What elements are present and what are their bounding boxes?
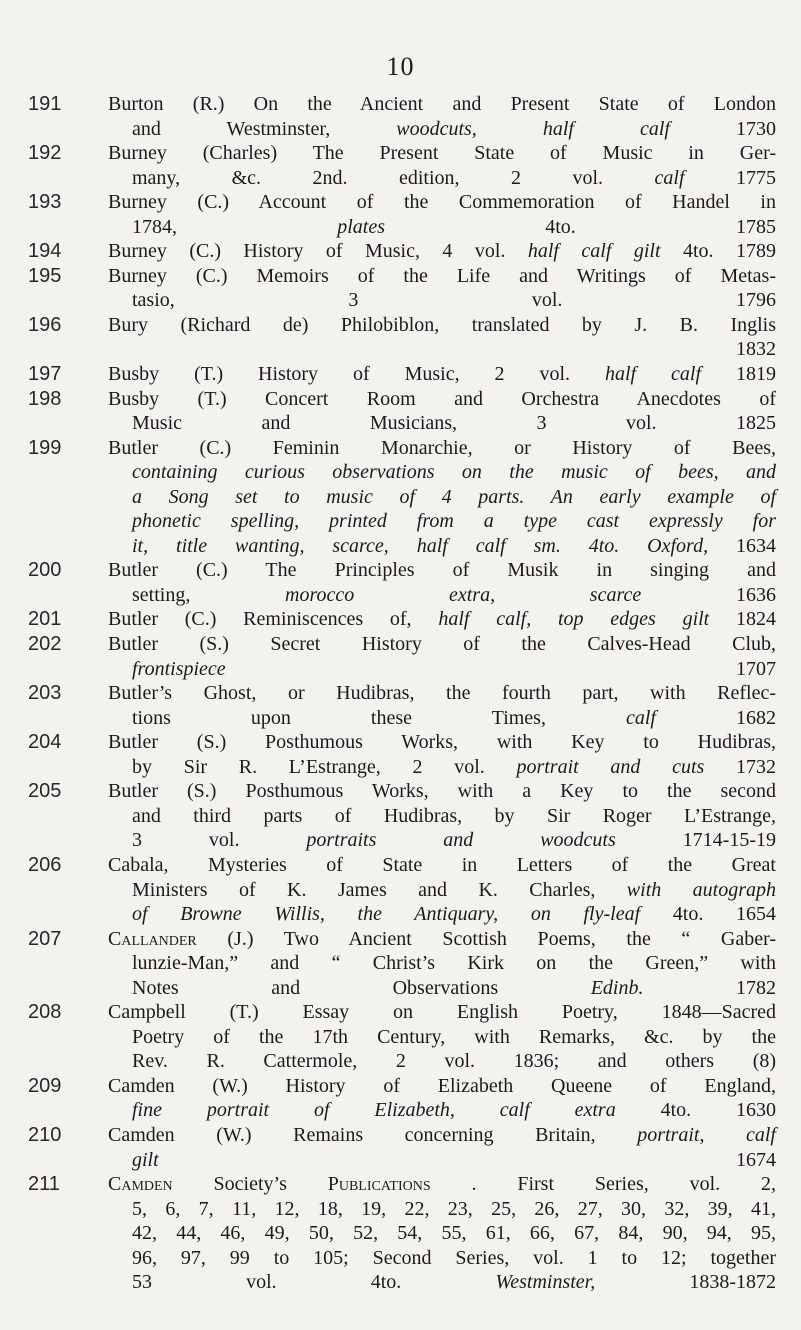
entry-line (108, 607, 776, 632)
catalogue-entry (28, 141, 776, 190)
entry-text: setting, (132, 583, 286, 606)
entry-text: by Sir R. L’Estrange, 2 vol. (132, 755, 517, 778)
entry-text: 1732 (736, 755, 777, 778)
catalogue-entry (28, 1074, 776, 1123)
entry-line (108, 853, 776, 878)
entry-line (108, 1197, 776, 1222)
catalogue-entry (28, 730, 776, 779)
entry-line (108, 976, 776, 1001)
catalogue-entry (28, 436, 776, 559)
entry-text: 1707 (736, 657, 776, 680)
entry-line (108, 1049, 776, 1074)
entry-text: Butler (S.) Posthumous Works, with Key to Hudibras, (108, 731, 776, 754)
entry-line (108, 779, 776, 804)
entry-text: 1714-15-19 (682, 829, 776, 852)
entry-line (108, 141, 776, 166)
entry-line (108, 927, 776, 952)
entry-line (108, 1270, 776, 1295)
italic-text: portraits and woodcuts (306, 829, 616, 852)
entry-text: Burney (Charles) The Present State of Music in Ger- (108, 142, 776, 165)
entry-line (108, 1123, 776, 1148)
lot-number: 203 (28, 682, 62, 705)
catalogue-entry (28, 1000, 776, 1074)
catalogue-entry (28, 853, 776, 927)
italic-text: half calf gilt (527, 240, 661, 263)
lot-number: 209 (28, 1074, 62, 1097)
lot-number: 204 (28, 731, 62, 754)
entry-line (108, 1025, 776, 1050)
entry-line (108, 411, 776, 436)
entry-line (108, 1246, 776, 1271)
entry-line (108, 92, 776, 117)
entry-text: Callander (108, 927, 197, 950)
lot-number: 206 (28, 853, 62, 876)
entry-text: and third parts of Hudibras, by Sir Roger L’Estrange, (132, 804, 776, 827)
entry-text: 1784, (132, 215, 338, 238)
italic-text: portrait and cuts (516, 755, 705, 778)
entry-text: (J.) Two Ancient Scottish Poems, the “ Gaber- (227, 927, 777, 950)
catalogue-entry (28, 92, 776, 141)
entry-line (108, 288, 776, 313)
entry-line (108, 337, 776, 362)
entry-line (108, 460, 776, 485)
entry-line (108, 951, 776, 976)
entry-text: 4to. (370, 1271, 402, 1294)
entry-text: 1838-1872 (689, 1271, 776, 1294)
catalogue-entry (28, 239, 776, 264)
entry-text: tasio, 3 vol. (132, 289, 563, 312)
entry-text: Ministers of K. James and K. Charles, (132, 878, 627, 901)
entry-line (108, 1221, 776, 1246)
italic-text: calf (625, 706, 656, 729)
italic-text: calf (654, 166, 685, 189)
lot-number: 202 (28, 633, 62, 656)
italic-text: half calf, top edges gilt (438, 608, 710, 631)
lot-number: 199 (28, 436, 62, 459)
lot-number: 193 (28, 191, 62, 214)
entry-text: Bury (Richard de) Philobiblon, translated by J. B. Inglis (108, 313, 776, 336)
entry-line (108, 1172, 776, 1197)
italic-text: it, title wanting, scarce, half calf sm. 4to. Oxford, (132, 534, 709, 557)
entry-line (108, 681, 776, 706)
catalogue-entry (28, 779, 776, 853)
entry-line (108, 239, 776, 264)
entry-text: Publications (327, 1173, 431, 1196)
lot-number: 195 (28, 264, 62, 287)
entry-text: Busby (T.) Concert Room and Orchestra Anecdotes of (108, 387, 776, 410)
entry-text: Camden (W.) History of Elizabeth Queene of England, (108, 1074, 776, 1097)
lot-number: 208 (28, 1001, 62, 1024)
entry-line (108, 804, 776, 829)
lot-number: 197 (28, 363, 62, 386)
lot-number: 205 (28, 780, 62, 803)
entry-text: Butler (S.) Posthumous Works, with a Key to the second (108, 780, 776, 803)
italic-text: half calf (605, 363, 702, 386)
entry-text: 42, 44, 46, 49, 50, 52, 54, 55, 61, 66, 67, 84, 90, 94, 95, (132, 1222, 776, 1245)
entry-text: 4to. 1630 (660, 1099, 776, 1122)
entry-text: Society’s (213, 1173, 328, 1196)
entry-line (108, 558, 776, 583)
entry-text: 4to. 1789 (683, 240, 777, 263)
catalogue-entry (28, 264, 776, 313)
lot-number: 201 (28, 608, 62, 631)
entry-text: Burney (C.) History of Music, 4 vol. (108, 240, 528, 263)
entry-line (108, 117, 776, 142)
entry-line (108, 436, 776, 461)
entry-line (108, 657, 776, 682)
entry-text: Notes and Observations (132, 976, 499, 999)
entry-text: Poetry of the 17th Century, with Remarks, &c. by the (132, 1025, 776, 1048)
entry-text: Butler (C.) Reminiscences of, (108, 608, 439, 631)
italic-text: a Song set to music of 4 parts. An early example of (132, 485, 776, 508)
entry-line (108, 583, 776, 608)
entry-line (108, 1074, 776, 1099)
entry-text: . First Series, vol. 2, (471, 1173, 776, 1196)
entry-text: 1796 (736, 289, 776, 312)
entry-text: 53 vol. (132, 1271, 277, 1294)
entry-text: Music and Musicians, 3 vol. (132, 412, 657, 435)
entry-text: 1819 (736, 363, 776, 386)
italic-text: fine portrait of Elizabeth, calf extra (132, 1099, 616, 1122)
italic-text: Edinb. (590, 976, 644, 999)
entry-line (108, 190, 776, 215)
italic-text: woodcuts, half calf (396, 117, 670, 140)
entry-text: 1636 (735, 583, 776, 606)
entry-line (108, 534, 776, 559)
catalogue-entry (28, 927, 776, 1001)
entry-line (108, 902, 776, 927)
lot-number: 210 (28, 1123, 62, 1146)
catalogue-entry (28, 607, 776, 632)
entry-text: 1674 (736, 1148, 776, 1171)
entry-text: 3 vol. (132, 829, 307, 852)
entry-text: 1634 (736, 534, 777, 557)
entry-text: 1730 (736, 117, 776, 140)
entry-line (108, 828, 776, 853)
entry-line (108, 313, 776, 338)
entry-line (108, 1148, 776, 1173)
entry-line (108, 215, 776, 240)
entry-text: (8) (752, 1050, 777, 1073)
entry-line (108, 755, 776, 780)
entry-line (108, 730, 776, 755)
entry-text: Butler (C.) The Principles of Musik in singing and (108, 559, 776, 582)
entry-text: 4to. 1785 (545, 215, 776, 238)
italic-text: with autograph (626, 878, 776, 901)
catalogue-entry (28, 681, 776, 730)
entry-text: Burney (C.) Account of the Commemoration of Handel in (108, 191, 776, 214)
entry-line (108, 264, 776, 289)
catalogue-entry (28, 1123, 776, 1172)
entry-line (108, 362, 776, 387)
entry-text: 1682 (736, 706, 776, 729)
entry-line (108, 509, 776, 534)
italic-text: Westminster, (495, 1271, 596, 1294)
entry-text: tions upon these Times, (132, 706, 626, 729)
entry-line (108, 878, 776, 903)
catalogue-entry (28, 387, 776, 436)
entry-line (108, 706, 776, 731)
entry-line (108, 166, 776, 191)
catalogue-entry (28, 1172, 776, 1295)
entry-text: Camden (W.) Remains concerning Britain, (108, 1123, 638, 1146)
entry-text: Campbell (T.) Essay on English Poetry, 1848—Sacred (108, 1001, 776, 1024)
italic-text: gilt (132, 1148, 159, 1171)
entry-text: 96, 97, 99 to 105; Second Series, vol. 1 to 12; together (132, 1246, 776, 1269)
entry-text: Camden (108, 1173, 173, 1196)
entry-text: Butler’s Ghost, or Hudibras, the fourth part, with Reflec- (108, 682, 776, 705)
entry-line (108, 632, 776, 657)
lot-number: 191 (28, 93, 62, 115)
italic-text: phonetic spelling, printed from a type cast expressly for (132, 510, 776, 533)
entry-text: many, &c. 2nd. edition, 2 vol. (132, 166, 655, 189)
entry-line (108, 485, 776, 510)
italic-text: containing curious observations on the music of bees, and (132, 461, 776, 484)
lot-number: 192 (28, 142, 62, 165)
lot-number: 211 (28, 1173, 60, 1196)
lot-number: 207 (28, 927, 62, 950)
catalogue-entry (28, 558, 776, 607)
entry-text: 4to. 1654 (672, 903, 776, 926)
lot-number: 196 (28, 313, 62, 336)
entry-text: Busby (T.) History of Music, 2 vol. (108, 363, 605, 386)
italic-text: frontispiece (132, 657, 226, 680)
entry-text: Cabala, Mysteries of State in Letters of the Great (108, 853, 776, 876)
entry-text: Rev. R. Cattermole, 2 vol. 1836; and others (132, 1050, 715, 1073)
catalogue-entry (28, 362, 776, 387)
entry-text: 1782 (736, 976, 777, 999)
entry-text: lunzie-Man,” and “ Christ’s Kirk on the Green,” with (132, 952, 776, 975)
page-number: 10 (386, 52, 415, 81)
entry-text: 1825 (736, 412, 776, 435)
entry-text: Burton (R.) On the Ancient and Present State of London (108, 93, 776, 115)
entry-text: 1775 (736, 166, 777, 189)
entry-text: 1832 (736, 338, 776, 361)
catalogue-entry (28, 190, 776, 239)
lot-number: 194 (28, 240, 62, 263)
catalogue-entry (28, 313, 776, 362)
catalogue-entries (28, 92, 776, 1295)
entry-line (108, 1098, 776, 1123)
italic-text: portrait, calf (637, 1123, 776, 1146)
entry-line (108, 387, 776, 412)
italic-text: morocco extra, scarce (285, 583, 642, 606)
lot-number: 200 (28, 559, 62, 582)
entry-line (108, 1000, 776, 1025)
italic-text: plates (337, 215, 385, 238)
italic-text: of Browne Willis, the Antiquary, on fly-leaf (132, 903, 641, 926)
entry-text: Butler (C.) Feminin Monarchie, or History of Bees, (108, 436, 776, 459)
entry-text: Burney (C.) Memoirs of the Life and Writings of Metas- (108, 264, 776, 287)
entry-text: Butler (S.) Secret History of the Calves-Head Club, (108, 633, 776, 656)
entry-text: 1824 (736, 608, 777, 631)
lot-number: 198 (28, 387, 62, 410)
entry-text: 5, 6, 7, 11, 12, 18, 19, 22, 23, 25, 26, 27, 30, 32, 39, 41, (132, 1197, 776, 1220)
catalogue-entry (28, 632, 776, 681)
entry-text: and Westminster, (132, 117, 397, 140)
